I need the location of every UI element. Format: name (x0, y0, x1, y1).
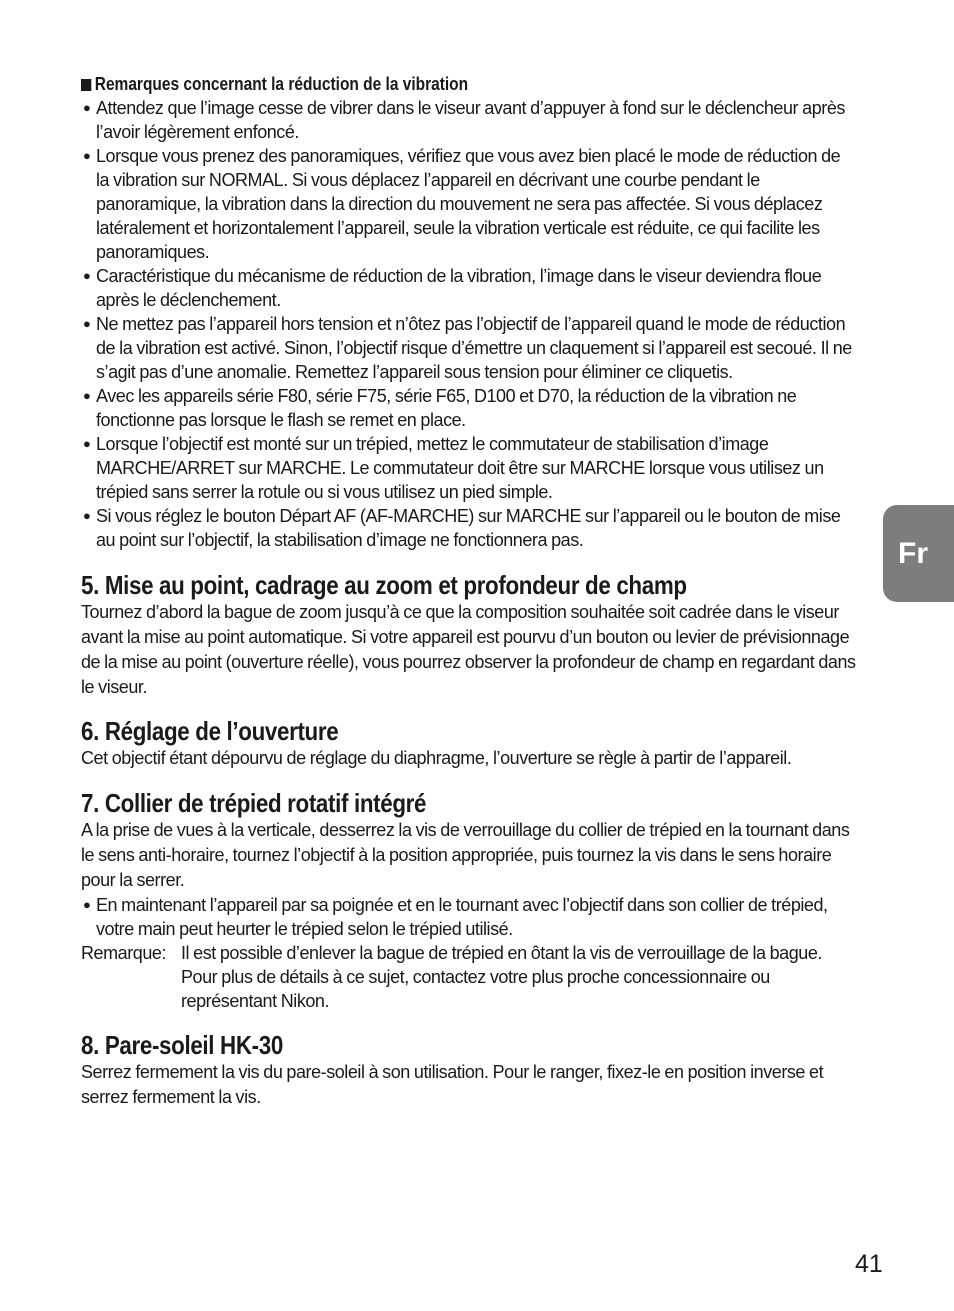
vibration-notes-heading-text: Remarques concernant la réduction de la vibration (94, 74, 469, 94)
bullet-dot-icon: ● (83, 268, 91, 283)
list-item: ● En maintenant l’appareil par sa poignée et en le tournant avec l’objectif dans son collier de trépied, votre main peut heurter le trépied selon le trépied utilisé. (83, 895, 828, 939)
list-item: ● Lorsque vous prenez des panoramiques, vérifiez que vous avez bien placé le mode de réduction de la vibration sur NORMAL. Si vous déplacez l’appareil en décrivant une courbe pendant le panoramique, la vibration dans la direction du mouvement ne sera pas affectée. Si vous déplacez latéralement et horizontalement l’appareil, seule la vibration verticale est réduite, ce qui facilite les panoramiques. (83, 146, 841, 262)
list-item: ● Ne mettez pas l’appareil hors tension et n’ôtez pas l’objectif de l’appareil quand le mode de réduction de la vibration est activé. Sinon, l’objectif risque d’émettre un claquement si l’appareil est secoué. Il ne s’agit pas d’une anomalie. Remettez l’appareil sous tension pour éliminer ce cliquetis. (83, 314, 852, 382)
remark-text: Il est possible d’enlever la bague de trépied en ôtant la vis de verrouillage de la bague. Pour plus de détails à ce sujet, contactez votre plus proche concessionnaire ou représentant Nikon. (181, 943, 822, 1011)
section-6-title: 6. Réglage de l’ouverture (81, 716, 339, 746)
bullet-dot-icon: ● (83, 100, 91, 115)
remark-label: Remarque: (81, 943, 166, 963)
vibration-notes-heading (81, 72, 748, 96)
list-item: ● Si vous réglez le bouton Départ AF (AF-MARCHE) sur MARCHE sur l’appareil ou le bouton de mise au point sur l’objectif, la stabilisation d’image ne fonctionnera pas. (83, 506, 841, 550)
section-7-remark (81, 941, 857, 1013)
bullet-dot-icon: ● (83, 148, 91, 163)
section-8-text: Serrez fermement la vis du pare-soleil à son utilisation. Pour le ranger, fixez-le en position inverse et serrez fermement la vis. (81, 1062, 824, 1107)
list-item: ● Lorsque l’objectif est monté sur un trépied, mettez le commutateur de stabilisation d’image MARCHE/ARRET sur MARCHE. Le commutateur doit être sur MARCHE lorsque vous utilisez un trépied sans serrer la rotule ou si vous utilisez un pied simple. (83, 434, 824, 502)
bullet-dot-icon: ● (83, 388, 91, 403)
section-7-text: A la prise de vues à la verticale, desserrez la vis de verrouillage du collier de trépied en la tournant dans le sens anti-horaire, tournez l’objectif à la position appropriée, puis tournez la vis dans le sens horaire pour la serrer. (81, 820, 850, 890)
list-item: ● Avec les appareils série F80, série F75, série F65, D100 et D70, la réduction de la vibration ne fonctionne pas lorsque le flash se remet en place. (83, 386, 797, 430)
page-content (81, 72, 857, 1110)
section-7-title: 7. Collier de trépied rotatif intégré (81, 788, 427, 818)
list-item: ● Caractéristique du mécanisme de réduction de la vibration, l’image dans le viseur deviendra floue après le déclenchement. (83, 266, 822, 310)
section-5-text: Tournez d’abord la bague de zoom jusqu’à ce que la composition souhaitée soit cadrée dans le viseur avant la mise au point automatique. Si votre appareil est pourvu d’un bouton ou levier de prévisionnage de la mise au point (ouverture réelle), vous pourrez observer la profondeur de champ en regardant dans le viseur. (81, 602, 856, 697)
section-8-title: 8. Pare-soleil HK-30 (81, 1030, 283, 1060)
section-6-text: Cet objectif étant dépourvu de réglage du diaphragme, l’ouverture se règle à partir de l’appareil. (81, 748, 792, 768)
list-item: ● Attendez que l’image cesse de vibrer dans le viseur avant d’appuyer à fond sur le déclencheur après l’avoir légèrement enfoncé. (83, 98, 845, 142)
page-number: 41 (855, 1250, 883, 1278)
bullet-dot-icon: ● (83, 316, 91, 331)
bullet-dot-icon: ● (83, 436, 91, 451)
section-5-title: 5. Mise au point, cadrage au zoom et profondeur de champ (81, 570, 687, 600)
bullet-dot-icon: ● (83, 897, 91, 912)
vibration-notes-list (81, 96, 857, 552)
language-tab-label: Fr (898, 536, 928, 570)
bullet-dot-icon: ● (83, 508, 91, 523)
section-7-list (81, 893, 857, 941)
language-tab (883, 505, 954, 602)
square-bullet-icon (81, 79, 91, 91)
